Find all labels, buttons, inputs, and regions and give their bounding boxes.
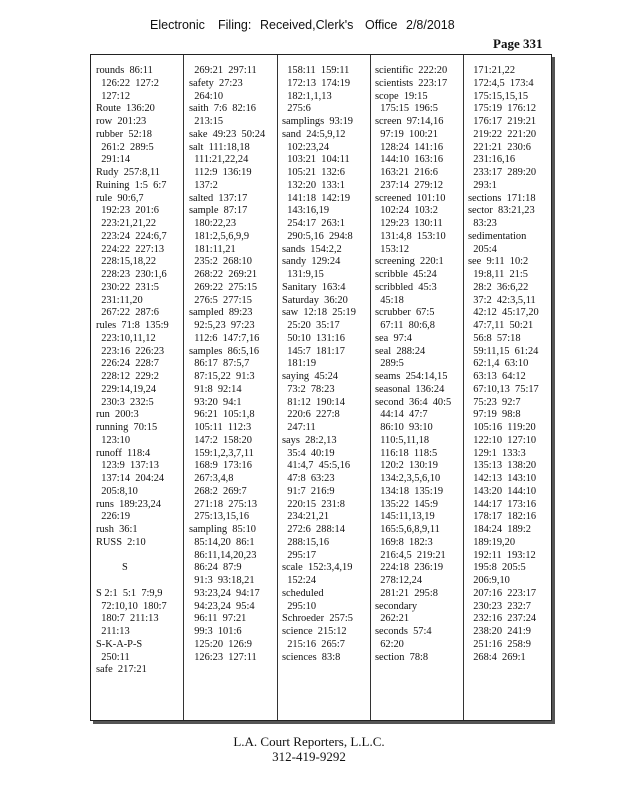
- index-entry: 230:23 232:7: [468, 600, 531, 612]
- index-entry: 137:14 204:24: [96, 473, 165, 484]
- index-entry: 132:20 133:1: [282, 179, 345, 191]
- index-entry: 35:4 40:19: [282, 447, 335, 459]
- index-entry: 165:5,6,8,9,11: [375, 524, 440, 535]
- index-entry: 275:6: [282, 103, 311, 115]
- index-entry: seasonal 136:24: [375, 383, 445, 395]
- index-entry: sedimentation: [468, 230, 527, 242]
- index-entry: 123:10: [96, 434, 131, 446]
- index-entry: 112:9 136:19: [189, 167, 252, 178]
- index-entry: 180:22,23: [189, 218, 237, 229]
- index-column-5: [468, 65, 539, 712]
- index-entry: 268:22 269:21: [189, 269, 258, 280]
- index-entry: 269:22 275:15: [189, 281, 258, 293]
- index-entry: 127:12: [96, 90, 131, 102]
- index-entry: 59:11,15 61:24: [468, 345, 539, 357]
- index-entry: 145:7 181:17: [282, 345, 345, 357]
- index-entry: screen 97:14,16: [375, 116, 444, 127]
- index-entry: sea 97:4: [375, 332, 412, 344]
- index-entry: 143:16,19: [282, 205, 330, 217]
- index-entry: scheduled: [282, 587, 324, 599]
- index-entry: sample 87:17: [189, 205, 248, 217]
- index-entry: 145:11,13,19: [375, 511, 435, 523]
- index-entry: 94:23,24 95:4: [189, 600, 255, 612]
- index-entry: 264:10: [189, 90, 224, 102]
- index-entry: sciences 83:8: [282, 651, 341, 663]
- index-entry: 192:11 193:12: [468, 549, 536, 561]
- index-entry: says 28:2,13: [282, 434, 337, 446]
- index-entry: 205:4: [468, 243, 497, 255]
- index-entry: scrubber 67:5: [375, 307, 435, 319]
- column-divider: [463, 55, 464, 720]
- index-entry: 91:8 92:14: [189, 383, 242, 395]
- index-entry: 28:2 36:6,22: [468, 281, 529, 293]
- index-entry: [96, 550, 169, 563]
- index-entry: 141:18 142:19: [282, 192, 351, 204]
- index-entry: 211:13: [96, 626, 130, 637]
- footer-company: L.A. Court Reporters, L.L.C.: [233, 734, 385, 749]
- index-entry: 289:5: [375, 358, 404, 370]
- index-entry: samples 86:5,16: [189, 345, 260, 357]
- index-entry: 231:11,20: [96, 294, 143, 306]
- index-entry: sandy 129:24: [282, 256, 341, 268]
- index-entry: 254:17 263:1: [282, 218, 345, 229]
- index-entry: scale 152:3,4,19: [282, 562, 353, 574]
- index-entry: 230:22 231:5: [96, 281, 159, 293]
- index-entry: 220:15 231:8: [282, 498, 345, 510]
- index-entry: 126:22 127:2: [96, 77, 159, 89]
- index-entry: screening 220:1: [375, 256, 444, 268]
- index-entry: 92:5,23 97:23: [189, 320, 255, 331]
- index-entry: 93:23,24 94:17: [189, 587, 260, 599]
- index-entry: saw 12:18 25:19: [282, 307, 356, 319]
- index-entry: sampled 89:23: [189, 307, 253, 319]
- index-entry: 19:8,11 21:5: [468, 269, 528, 280]
- index-entry: 182:1,1,13: [282, 90, 332, 102]
- index-entry: 268:2 269:7: [189, 485, 247, 497]
- index-entry: 111:21,22,24: [189, 154, 249, 166]
- index-entry: 47:8 63:23: [282, 473, 335, 484]
- index-entry: S-K-A-P-S: [96, 638, 143, 650]
- index-entry: 120:2 130:19: [375, 460, 438, 472]
- index-entry: 103:21 104:11: [282, 154, 350, 166]
- index-entry: 268:4 269:1: [468, 651, 526, 663]
- index-entry: 122:10 127:10: [468, 434, 537, 446]
- index-entry: 224:18 236:19: [375, 562, 444, 574]
- index-entry: 293:1: [468, 179, 497, 191]
- index-entry: 83:23: [468, 218, 497, 229]
- index-entry: science 215:12: [282, 626, 347, 637]
- index-entry: 232:16 237:24: [468, 613, 537, 625]
- index-entry: 181:11,21: [189, 243, 236, 255]
- index-entry: 102:23,24: [282, 141, 330, 153]
- index-entry: runoff 118:4: [96, 447, 151, 459]
- index-entry: 216:4,5 219:21: [375, 549, 446, 561]
- index-entry: 134:2,3,5,6,10: [375, 473, 441, 484]
- index-entry: 234:21,21: [282, 511, 330, 523]
- index-entry: 230:3 232:5: [96, 396, 154, 408]
- index-entry: 271:18 275:13: [189, 498, 258, 510]
- index-entry: 91:3 93:18,21: [189, 575, 255, 586]
- index-entry: rules 71:8 135:9: [96, 320, 169, 331]
- index-entry: [96, 575, 169, 588]
- index-column-4: [375, 65, 451, 712]
- index-entry: second 36:4 40:5: [375, 396, 452, 408]
- index-entry: S: [96, 562, 128, 574]
- index-entry: S 2:1 5:1 7:9,9: [96, 587, 163, 599]
- index-entry: 163:21 216:6: [375, 167, 438, 178]
- index-entry: 175:15,15,15: [468, 90, 529, 102]
- header-word-3: Received,Clerk's: [260, 18, 354, 32]
- index-entry: 137:2: [189, 179, 218, 191]
- filing-header: [0, 18, 618, 38]
- index-entry: 195:8 205:5: [468, 562, 526, 574]
- index-entry: 72:10,10 180:7: [96, 600, 167, 612]
- index-entry: 175:15 196:5: [375, 103, 438, 115]
- index-entry: 50:10 131:16: [282, 332, 345, 344]
- index-entry: 25:20 35:17: [282, 320, 340, 331]
- index-entry: running 70:15: [96, 422, 158, 433]
- index-entry: 158:11 159:11: [282, 65, 350, 76]
- index-entry: 223:10,11,12: [96, 332, 156, 344]
- index-entry: 37:2 42:3,5,11: [468, 294, 536, 306]
- index-entry: 247:11: [282, 422, 316, 433]
- index-entry: 276:5 277:15: [189, 294, 252, 306]
- index-entry: 123:9 137:13: [96, 460, 159, 472]
- index-entry: 281:21 295:8: [375, 587, 438, 599]
- index-entry: 205:8,10: [96, 485, 138, 497]
- index-entry: 134:18 135:19: [375, 485, 444, 497]
- index-entry: Route 136:20: [96, 103, 155, 115]
- index-entry: RUSS 2:10: [96, 536, 146, 548]
- index-column-3: [282, 65, 356, 712]
- index-entry: 86:17 87:5,7: [189, 358, 250, 370]
- index-entry: 272:6 288:14: [282, 524, 345, 535]
- index-entry: 96:11 97:21: [189, 613, 247, 625]
- index-entry: rounds 86:11: [96, 65, 153, 76]
- index-entry: 97:19 98:8: [468, 409, 521, 421]
- index-entry: 73:2 78:23: [282, 383, 335, 395]
- index-entry: scribble 45:24: [375, 269, 437, 280]
- index-entry: sands 154:2,2: [282, 243, 342, 255]
- index-frame: [90, 54, 552, 721]
- index-entry: row 201:23: [96, 116, 147, 127]
- index-entry: seal 288:24: [375, 345, 426, 357]
- index-entry: seconds 57:4: [375, 626, 432, 637]
- index-entry: 206:9,10: [468, 575, 510, 586]
- index-entry: 219:22 221:20: [468, 128, 537, 140]
- index-entry: 275:13,15,16: [189, 511, 250, 523]
- index-entry: Schroeder 257:5: [282, 613, 353, 625]
- index-entry: 86:10 93:10: [375, 422, 433, 433]
- index-entry: 97:19 100:21: [375, 128, 438, 140]
- index-entry: sake 49:23 50:24: [189, 128, 266, 140]
- index-entry: 221:21 230:6: [468, 141, 531, 153]
- index-entry: Ruining 1:5 6:7: [96, 179, 167, 191]
- index-entry: scope 19:15: [375, 90, 428, 102]
- index-entry: 62:20: [375, 638, 404, 650]
- index-entry: 189:19,20: [468, 536, 516, 548]
- index-entry: 105:21 132:6: [282, 167, 345, 178]
- index-entry: 135:22 145:9: [375, 498, 438, 510]
- index-entry: 184:24 189:2: [468, 524, 531, 535]
- index-entry: 81:12 190:14: [282, 396, 345, 408]
- index-entry: safe 217:21: [96, 664, 147, 676]
- index-entry: 229:14,19,24: [96, 383, 157, 395]
- index-entry: 63:13 64:12: [468, 371, 526, 382]
- index-entry: sector 83:21,23: [468, 205, 535, 217]
- index-entry: runs 189:23,24: [96, 498, 161, 510]
- index-entry: 169:8 182:3: [375, 536, 433, 548]
- index-entry: 41:4,7 45:5,16: [282, 460, 351, 472]
- index-entry: 172:13 174:19: [282, 77, 351, 89]
- index-entry: 181:19: [282, 358, 317, 370]
- header-word-4: Office: [365, 18, 398, 32]
- index-entry: sections 171:18: [468, 192, 536, 204]
- index-entry: 226:24 228:7: [96, 358, 159, 370]
- index-entry: 135:13 138:20: [468, 460, 537, 472]
- header-word-2: Filing:: [218, 18, 252, 32]
- column-divider: [277, 55, 278, 720]
- index-entry: 235:2 268:10: [189, 256, 252, 268]
- index-entry: 228:12 229:2: [96, 371, 159, 382]
- index-entry: 129:23 130:11: [375, 218, 443, 229]
- index-entry: section 78:8: [375, 651, 429, 663]
- index-entry: 181:2,5,6,9,9: [189, 230, 250, 242]
- index-entry: 180:7 211:13: [96, 613, 159, 625]
- index-entry: 176:17 219:21: [468, 116, 537, 127]
- index-entry: 116:18 118:5: [375, 447, 438, 459]
- index-entry: 238:20 241:9: [468, 626, 531, 637]
- index-entry: 213:15: [189, 116, 224, 127]
- index-column-2: [189, 65, 265, 712]
- index-entry: 267:3,4,8: [189, 473, 234, 484]
- index-entry: 290:5,16 294:8: [282, 230, 353, 242]
- index-entry: 226:19: [96, 511, 131, 523]
- index-entry: secondary: [375, 600, 418, 612]
- index-entry: rush 36:1: [96, 524, 138, 535]
- index-entry: 129:1 133:3: [468, 447, 526, 459]
- header-word-5: 2/8/2018: [406, 18, 455, 32]
- index-entry: seams 254:14,15: [375, 371, 448, 382]
- index-entry: 168:9 173:16: [189, 460, 252, 472]
- index-entry: 231:16,16: [468, 154, 516, 166]
- index-entry: rubber 52:18: [96, 128, 152, 140]
- index-entry: 144:17 173:16: [468, 498, 537, 510]
- index-entry: 261:2 289:5: [96, 141, 154, 153]
- index-entry: 237:14 279:12: [375, 179, 444, 191]
- index-column-1: [96, 65, 169, 712]
- index-entry: 250:11: [96, 651, 130, 663]
- index-entry: 87:15,22 91:3: [189, 371, 255, 382]
- index-entry: 42:12 45:17,20: [468, 307, 539, 319]
- index-entry: 47:7,11 50:21: [468, 320, 534, 331]
- index-entry: 295:17: [282, 549, 317, 561]
- index-entry: 128:24 141:16: [375, 141, 444, 153]
- index-entry: 67:11 80:6,8: [375, 320, 435, 331]
- index-entry: 126:23 127:11: [189, 651, 257, 663]
- index-entry: 96:21 105:1,8: [189, 409, 255, 421]
- page-number: Page 331: [493, 36, 543, 51]
- index-entry: 267:22 287:6: [96, 307, 159, 319]
- index-entry: Sanitary 163:4: [282, 281, 346, 293]
- index-entry: samplings 93:19: [282, 116, 354, 127]
- index-entry: safety 27:23: [189, 77, 243, 89]
- column-divider: [183, 55, 184, 720]
- index-entry: screened 101:10: [375, 192, 446, 204]
- index-entry: 143:20 144:10: [468, 485, 537, 497]
- index-entry: 93:20 94:1: [189, 396, 242, 408]
- index-entry: scientists 223:17: [375, 77, 448, 89]
- index-entry: 159:1,2,3,7,11: [189, 447, 254, 459]
- index-entry: 291:14: [96, 154, 131, 166]
- index-entry: 142:13 143:10: [468, 473, 537, 484]
- index-entry: 172:4,5 173:4: [468, 77, 534, 89]
- index-entry: 269:21 297:11: [189, 65, 257, 76]
- index-entry: 105:16 119:20: [468, 422, 536, 433]
- index-entry: 251:16 258:9: [468, 638, 531, 650]
- index-entry: 223:21,21,22: [96, 218, 157, 229]
- index-entry: Saturday 36:20: [282, 294, 348, 306]
- index-entry: 110:5,11,18: [375, 434, 430, 446]
- index-entry: 175:19 176:12: [468, 103, 537, 115]
- index-entry: 91:7 216:9: [282, 485, 335, 497]
- index-entry: rule 90:6,7: [96, 192, 144, 204]
- index-entry: 233:17 289:20: [468, 167, 537, 178]
- index-entry: 86:11,14,20,23: [189, 549, 257, 561]
- index-entry: 56:8 57:18: [468, 332, 521, 344]
- index-entry: 224:22 227:13: [96, 243, 165, 255]
- index-entry: 45:18: [375, 294, 404, 306]
- index-entry: 153:12: [375, 243, 410, 255]
- index-entry: 144:10 163:16: [375, 154, 444, 166]
- index-entry: Rudy 257:8,11: [96, 167, 160, 178]
- index-entry: scientific 222:20: [375, 65, 448, 76]
- index-entry: saying 45:24: [282, 371, 338, 382]
- index-entry: 228:23 230:1,6: [96, 269, 167, 280]
- index-entry: 192:23 201:6: [96, 205, 159, 217]
- index-entry: 220:6 227:8: [282, 409, 340, 421]
- index-entry: 152:24: [282, 575, 317, 586]
- index-entry: salted 137:17: [189, 192, 248, 204]
- index-entry: 131:4,8 153:10: [375, 230, 446, 242]
- index-entry: see 9:11 10:2: [468, 256, 529, 268]
- index-entry: 288:15,16: [282, 536, 330, 548]
- index-entry: 112:6 147:7,16: [189, 332, 260, 344]
- index-entry: 228:15,18,22: [96, 256, 157, 268]
- index-entry: 223:16 226:23: [96, 345, 165, 357]
- index-entry: run 200:3: [96, 409, 139, 421]
- index-entry: 44:14 47:7: [375, 409, 428, 421]
- index-entry: 131:9,15: [282, 269, 324, 280]
- index-entry: 105:11 112:3: [189, 422, 252, 433]
- index-entry: 75:23 92:7: [468, 396, 521, 408]
- index-entry: sand 24:5,9,12: [282, 128, 346, 140]
- column-divider: [370, 55, 371, 720]
- index-entry: 178:17 182:16: [468, 511, 537, 523]
- index-entry: 147:2 158:20: [189, 434, 252, 446]
- index-entry: 223:24 224:6,7: [96, 230, 167, 242]
- index-entry: 262:21: [375, 613, 410, 625]
- index-entry: scribbled 45:3: [375, 281, 437, 293]
- index-entry: saith 7:6 82:16: [189, 103, 256, 115]
- header-word-1: Electronic: [150, 18, 205, 32]
- index-entry: 295:10: [282, 600, 317, 612]
- index-entry: sampling 85:10: [189, 524, 256, 535]
- index-entry: salt 111:18,18: [189, 141, 250, 153]
- index-entry: 171:21,22: [468, 65, 516, 76]
- index-entry: 62:1,4 63:10: [468, 358, 529, 370]
- index-entry: 102:24 103:2: [375, 205, 438, 217]
- index-entry: 99:3 101:6: [189, 626, 242, 637]
- footer-phone: 312-419-9292: [272, 749, 346, 764]
- index-entry: 85:14,20 86:1: [189, 536, 255, 548]
- index-entry: 207:16 223:17: [468, 587, 537, 599]
- index-entry: 67:10,13 75:17: [468, 383, 539, 395]
- index-entry: 215:16 265:7: [282, 638, 345, 650]
- index-entry: 125:20 126:9: [189, 638, 252, 650]
- index-entry: 86:24 87:9: [189, 562, 242, 574]
- index-entry: 278:12,24: [375, 575, 423, 586]
